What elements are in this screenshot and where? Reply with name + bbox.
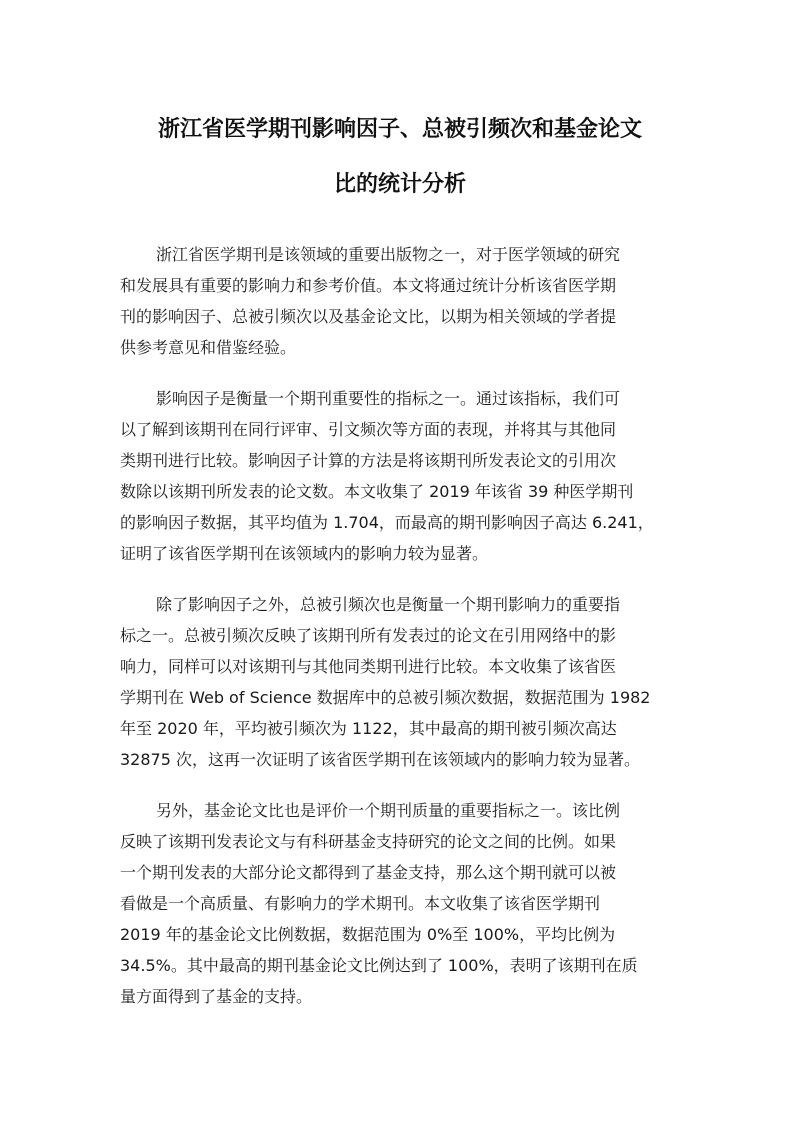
paragraph-line: 标之一。总被引频次反映了该期刊所有发表过的论文在引用网络中的影 bbox=[120, 626, 617, 645]
document-title-line-1: 浙江省医学期刊影响因子、总被引频次和基金论文 bbox=[157, 117, 642, 142]
paragraph-intro bbox=[120, 239, 692, 363]
paragraph-line: 响力，同样可以对该期刊与其他同类期刊进行比较。本文收集了该省医 bbox=[120, 657, 617, 676]
paragraph-line: 影响因子是衡量一个期刊重要性的指标之一。通过该指标，我们可 bbox=[156, 389, 621, 408]
paragraph-line: 2019 年的基金论文比例数据，数据范围为 0%至 100%，平均比例为 bbox=[120, 925, 616, 944]
paragraph-line: 以了解到该期刊在同行评审、引文频次等方面的表现，并将其与其他同 bbox=[120, 420, 617, 439]
paragraph-line: 的影响因子数据，其平均值为 1.704，而最高的期刊影响因子高达 6.241， bbox=[120, 513, 654, 532]
paragraph-line: 类期刊进行比较。影响因子计算的方法是将该期刊所发表论文的引用次 bbox=[120, 451, 617, 470]
paragraph-line: 证明了该省医学期刊在该领域内的影响力较为显著。 bbox=[120, 544, 489, 563]
paragraph-line: 供参考意见和借鉴经验。 bbox=[120, 338, 297, 357]
paragraph-line: 看做是一个高质量、有影响力的学术期刊。本文收集了该省医学期刊 bbox=[120, 894, 601, 913]
paragraph-fund-ratio bbox=[120, 795, 692, 1012]
paragraph-line: 除了影响因子之外，总被引频次也是衡量一个期刊影响力的重要指 bbox=[156, 595, 621, 614]
paragraph-line: 34.5%。其中最高的期刊基金论文比例达到了 100%，表明了该期刊在质 bbox=[120, 956, 638, 975]
paragraph-impact-factor bbox=[120, 383, 692, 569]
paragraph-line: 另外，基金论文比也是评价一个期刊质量的重要指标之一。该比例 bbox=[156, 801, 621, 820]
paragraph-line: 浙江省医学期刊是该领域的重要出版物之一，对于医学领域的研究 bbox=[156, 245, 621, 264]
paragraph-line: 量方面得到了基金的支持。 bbox=[120, 987, 313, 1006]
paragraph-line: 和发展具有重要的影响力和参考价值。本文将通过统计分析该省医学期 bbox=[120, 276, 617, 295]
document-title-line-2: 比的统计分析 bbox=[333, 172, 466, 197]
paragraph-line: 32875 次，这再一次证明了该省医学期刊在该领域内的影响力较为显著。 bbox=[120, 750, 640, 769]
paragraph-line: 年至 2020 年，平均被引频次为 1122，其中最高的期刊被引频次高达 bbox=[120, 719, 617, 738]
paragraph-line: 反映了该期刊发表论文与有科研基金支持研究的论文之间的比例。如果 bbox=[120, 832, 617, 851]
paragraph-line: 数除以该期刊所发表的论文数。本文收集了 2019 年该省 39 种医学期刊 bbox=[120, 482, 634, 501]
paragraph-line: 刊的影响因子、总被引频次以及基金论文比，以期为相关领域的学者提 bbox=[120, 307, 617, 326]
paragraph-line: 一个期刊发表的大部分论文都得到了基金支持，那么这个期刊就可以被 bbox=[120, 863, 617, 882]
document-body bbox=[120, 239, 692, 1032]
paragraph-line: 学期刊在 Web of Science 数据库中的总被引频次数据，数据范围为 1982 bbox=[120, 688, 651, 707]
paragraph-total-citations bbox=[120, 589, 692, 775]
